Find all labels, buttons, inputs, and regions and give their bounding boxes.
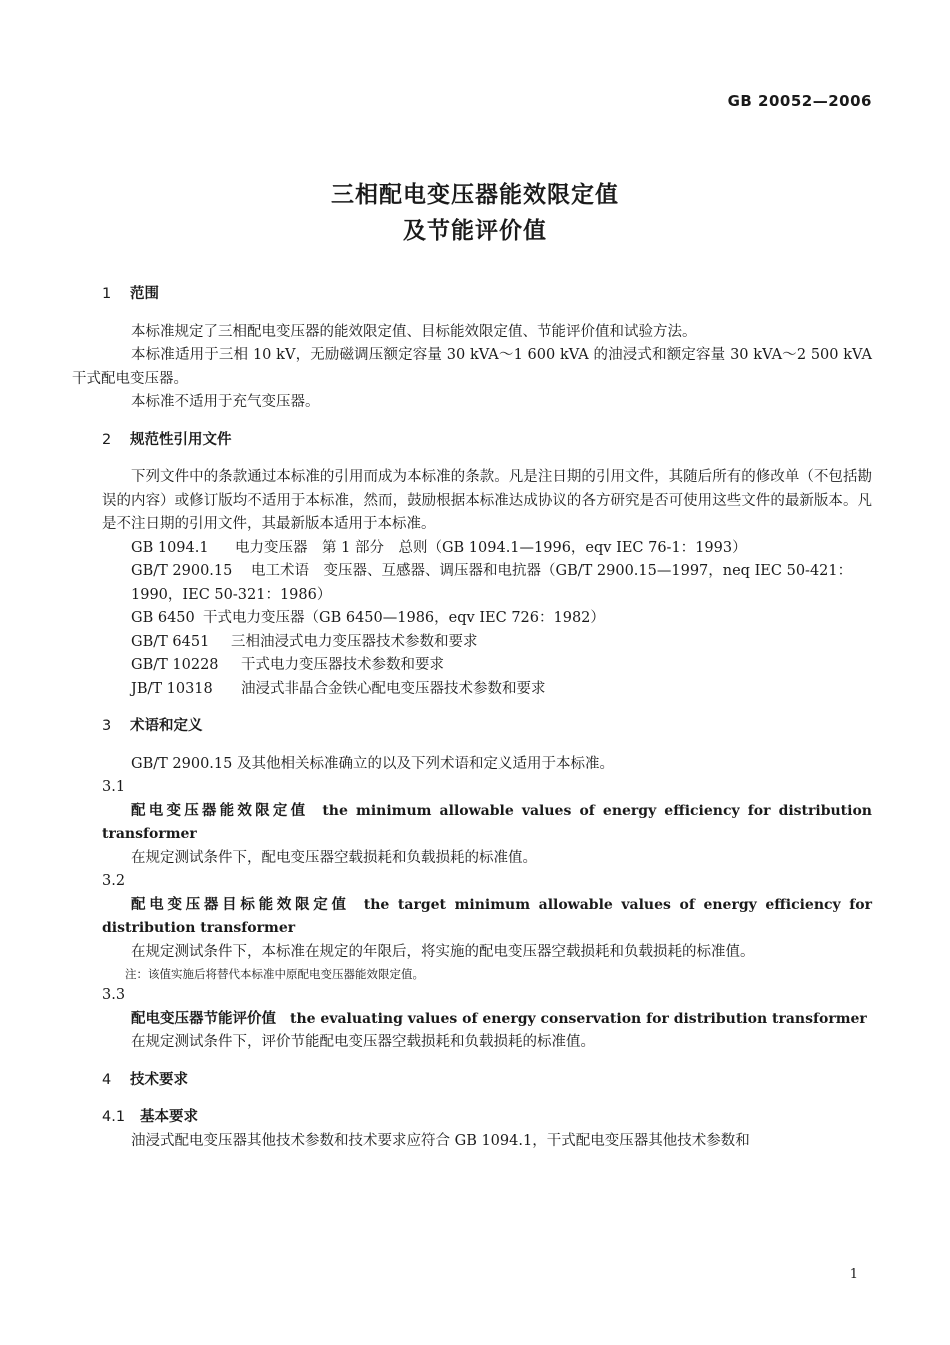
document-title-line2: 及节能评价值	[403, 218, 547, 244]
term-cn: 配电变压器能效限定值	[131, 802, 309, 819]
section-2-heading	[102, 429, 872, 453]
paragraph: 本标准不适用于充气变压器。	[131, 394, 320, 410]
reference-item: JB/T 10318 油浸式非晶合金铁心配电变压器技术参数和要求	[131, 680, 546, 697]
section-4-heading	[102, 1069, 872, 1093]
section-number: 3	[102, 718, 112, 734]
subsection-number: 4.1	[102, 1109, 126, 1125]
reference-item: GB 6450 干式电力变压器（GB 6450—1986，eqv IEC 726：1982）	[131, 610, 605, 626]
clause-number: 3.3	[102, 987, 126, 1003]
term-entry	[102, 800, 872, 847]
section-number: 4	[102, 1071, 112, 1088]
paragraph: 下列文件中的条款通过本标准的引用而成为本标准的条款。凡是注日期的引用文件，其随后所有的修改单（不包括勘误的内容）或修订版均不适用于本标准，然而，鼓励根据本标准达成协议的各方研究是否可使用这些文件的最新版本。凡是不注日期的引用文件，其最新版本适用于本标准。	[102, 469, 872, 532]
term-en: the target minimum allowable values of energy efficiency for distribution transformer	[102, 896, 873, 936]
reference-item: GB 1094.1 电力变压器 第 1 部分 总则（GB 1094.1—1996，eqv IEC 76-1：1993）	[131, 539, 747, 556]
term-definition: 在规定测试条件下，评价节能配电变压器空载损耗和负载损耗的标准值。	[131, 1034, 595, 1050]
term-en: the minimum allowable values of energy efficiency for distribution transformer	[102, 802, 872, 842]
subsection-title: 基本要求	[140, 1109, 198, 1125]
document-body	[72, 283, 873, 1153]
clause-number: 3.2	[102, 873, 126, 889]
section-3-heading	[102, 715, 872, 739]
term-cn: 配电变压器节能评价值	[131, 1010, 276, 1027]
term-en: the evaluating values of energy conservation for distribution transformer	[290, 1010, 867, 1027]
document-title-line1: 三相配电变压器能效限定值	[331, 182, 619, 208]
term-entry	[102, 894, 872, 941]
term-definition: 在规定测试条件下，本标准在规定的年限后，将实施的配电变压器空载损耗和负载损耗的标准值。	[131, 943, 755, 960]
term-note: 注：该值实施后将替代本标准中原配电变压器能效限定值。	[125, 967, 424, 981]
section-title: 技术要求	[130, 1071, 188, 1088]
reference-item: GB/T 6451 三相油浸式电力变压器技术参数和要求	[131, 633, 478, 650]
reference-item: GB/T 2900.15 电工术语 变压器、互感器、调压器和电抗器（GB/T 2900.15—1997，neq IEC 50-421：1990，IEC 50-321：1986）	[131, 563, 853, 603]
paragraph: GB/T 2900.15 及其他相关标准确立的以及下列术语和定义适用于本标准。	[131, 755, 614, 772]
page-number: 1	[849, 1267, 858, 1282]
clause-number: 3.1	[102, 779, 126, 795]
section-number: 2	[102, 431, 112, 448]
section-title: 规范性引用文件	[130, 431, 232, 448]
section-1-heading	[102, 283, 872, 307]
term-cn: 配电变压器目标能效限定值	[131, 896, 350, 913]
section-title: 范围	[130, 286, 159, 302]
paragraph: 本标准规定了三相配电变压器的能效限定值、目标能效限定值、节能评价值和试验方法。	[131, 323, 697, 340]
standard-code: GB 20052—2006	[727, 92, 872, 110]
paragraph: 油浸式配电变压器其他技术参数和技术要求应符合 GB 1094.1，干式配电变压器其他技术参数和	[131, 1132, 750, 1149]
paragraph: 本标准适用于三相 10 kV，无励磁调压额定容量 30 kVA～1 600 kVA 的油浸式和额定容量 30 kVA～2 500 kVA 干式配电变压器。	[72, 347, 872, 387]
term-entry	[102, 1008, 872, 1032]
subsection-4-1-heading	[102, 1106, 872, 1130]
section-title: 术语和定义	[130, 718, 203, 734]
reference-item: GB/T 10228 干式电力变压器技术参数和要求	[131, 657, 444, 673]
section-number: 1	[102, 286, 112, 302]
term-definition: 在规定测试条件下，配电变压器空载损耗和负载损耗的标准值。	[131, 849, 537, 866]
